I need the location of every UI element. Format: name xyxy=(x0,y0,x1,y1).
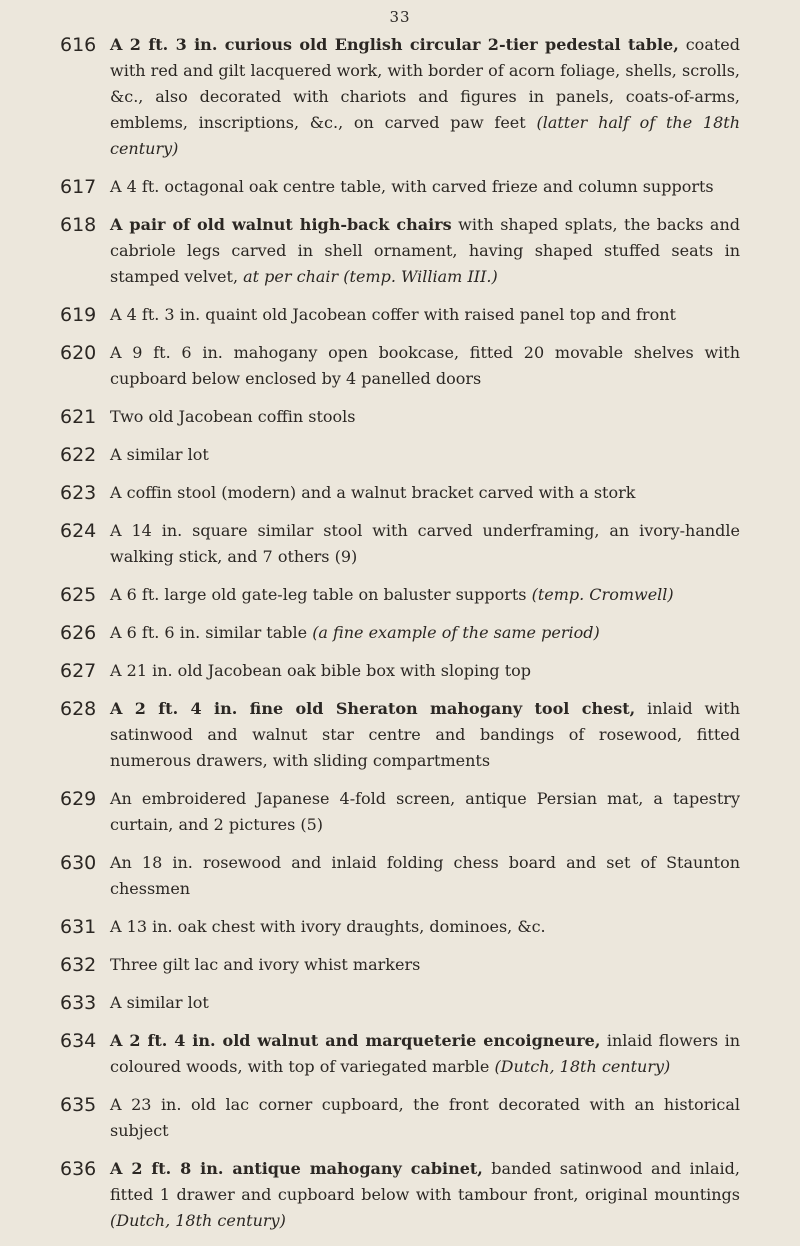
lot-text: coated with red and gilt lacquered work, with border of acorn foliage, shells, scrolls, &c., also decorated with chariots and figures in panels, coats-of-arms, emblems, inscriptions, &c., on carved paw feet xyxy=(110,35,740,132)
lot-text: A similar lot xyxy=(110,445,209,464)
lot-number: 627 xyxy=(60,660,97,682)
lot-number: 635 xyxy=(60,1094,97,1116)
lot-number: 617 xyxy=(60,176,97,198)
lot-text: A 14 in. square similar stool with carved underframing, an ivory-handle walking stick, and 7 others (9) xyxy=(110,521,740,566)
lot-description xyxy=(110,1028,740,1080)
lot-italic: (temp. Cromwell) xyxy=(531,585,674,604)
lot-entry xyxy=(0,786,800,838)
lot-entry xyxy=(0,174,800,200)
lot-description xyxy=(110,696,740,774)
lot-italic: (Dutch, 18th century) xyxy=(110,1211,286,1230)
lot-entry xyxy=(0,480,800,506)
lot-lead: A 2 ft. 8 in. antique mahogany cabinet, xyxy=(110,1159,483,1178)
lot-italic: at per chair (temp. William III.) xyxy=(243,267,498,286)
lot-italic: (Dutch, 18th century) xyxy=(494,1057,671,1076)
lot-entry xyxy=(0,1156,800,1234)
lot-description xyxy=(110,480,740,506)
lot-entry xyxy=(0,442,800,468)
lot-text: A 23 in. old lac corner cupboard, the front decorated with an historical subject xyxy=(110,1095,740,1140)
lot-text: A 6 ft. 6 in. similar table xyxy=(110,623,313,642)
lot-text: banded satinwood and inlaid, fitted 1 drawer and cupboard below with tambour front, original mountings xyxy=(110,1159,741,1204)
lot-number: 616 xyxy=(60,34,97,56)
lot-entry xyxy=(0,340,800,392)
lot-entry xyxy=(0,302,800,328)
lot-description xyxy=(110,582,740,608)
lot-description xyxy=(110,850,740,902)
lot-description xyxy=(110,990,740,1016)
lot-entry xyxy=(0,658,800,684)
lot-number: 618 xyxy=(60,214,97,236)
lot-number: 632 xyxy=(60,954,97,976)
lot-entry xyxy=(0,32,800,162)
lot-description xyxy=(110,518,740,570)
lot-text: inlaid flowers in coloured woods, with top of variegated marble xyxy=(110,1031,740,1076)
lot-description xyxy=(110,952,740,978)
lot-number: 630 xyxy=(60,852,97,874)
lot-text: inlaid with satinwood and walnut star centre and bandings of rosewood, fitted numerous drawers, with sliding compartments xyxy=(110,699,741,770)
lot-number: 633 xyxy=(60,992,97,1014)
lot-description xyxy=(110,1156,740,1234)
lot-description xyxy=(110,212,740,290)
lot-text: A 21 in. old Jacobean oak bible box with sloping top xyxy=(110,661,532,680)
lot-entry xyxy=(0,582,800,608)
lot-lead: A 2 ft. 4 in. fine old Sheraton mahogany tool chest, xyxy=(110,699,636,718)
lot-lead: A 2 ft. 4 in. old walnut and marqueterie encoigneure, xyxy=(110,1031,601,1050)
lot-number: 619 xyxy=(60,304,97,326)
lot-number: 634 xyxy=(60,1030,97,1052)
lot-number: 625 xyxy=(60,584,97,606)
lot-entry xyxy=(0,404,800,430)
lot-description xyxy=(110,442,740,468)
lot-text: Three gilt lac and ivory whist markers xyxy=(110,955,421,974)
lot-description xyxy=(110,32,740,162)
lot-text: A coffin stool (modern) and a walnut bracket carved with a stork xyxy=(110,483,636,502)
lot-list xyxy=(0,32,800,1246)
lot-text: with shaped splats, the backs and cabriole legs carved in shell ornament, having shaped stuffed seats in stamped velvet, xyxy=(110,215,741,286)
lot-number: 620 xyxy=(60,342,97,364)
lot-description xyxy=(110,620,740,646)
lot-entry xyxy=(0,696,800,774)
lot-number: 621 xyxy=(60,406,97,428)
lot-text: A 6 ft. large old gate-leg table on baluster supports xyxy=(110,585,532,604)
lot-number: 629 xyxy=(60,788,97,810)
lot-description xyxy=(110,658,740,684)
lot-number: 626 xyxy=(60,622,97,644)
lot-text: An embroidered Japanese 4-fold screen, antique Persian mat, a tapestry curtain, and 2 pictures (5) xyxy=(110,789,740,834)
lot-entry xyxy=(0,1092,800,1144)
lot-entry xyxy=(0,1028,800,1080)
lot-number: 623 xyxy=(60,482,97,504)
page-number: 33 xyxy=(389,8,411,26)
lot-description xyxy=(110,174,740,200)
lot-description xyxy=(110,914,740,940)
lot-italic: (a fine example of the same period) xyxy=(312,623,600,642)
lot-text: A 13 in. oak chest with ivory draughts, dominoes, &c. xyxy=(110,917,546,936)
lot-description xyxy=(110,302,740,328)
lot-entry xyxy=(0,212,800,290)
lot-lead: A pair of old walnut high-back chairs xyxy=(110,215,452,234)
lot-italic: (latter half of the 18th century) xyxy=(110,113,741,158)
lot-text: A similar lot xyxy=(110,993,209,1012)
lot-text: A 9 ft. 6 in. mahogany open bookcase, fitted 20 movable shelves with cupboard below enclosed by 4 panelled doors xyxy=(110,343,740,388)
lot-entry xyxy=(0,518,800,570)
lot-number: 622 xyxy=(60,444,97,466)
lot-description xyxy=(110,786,740,838)
lot-number: 631 xyxy=(60,916,97,938)
lot-description xyxy=(110,404,740,430)
lot-number: 624 xyxy=(60,520,97,542)
lot-entry xyxy=(0,620,800,646)
lot-description xyxy=(110,1092,740,1144)
lot-text: Two old Jacobean coffin stools xyxy=(110,407,356,426)
lot-entry xyxy=(0,914,800,940)
lot-text: A 4 ft. 3 in. quaint old Jacobean coffer with raised panel top and front xyxy=(110,305,676,324)
lot-entry xyxy=(0,850,800,902)
lot-text: An 18 in. rosewood and inlaid folding chess board and set of Staunton chessmen xyxy=(110,853,740,898)
lot-lead: A 2 ft. 3 in. curious old English circular 2-tier pedestal table, xyxy=(110,35,679,54)
lot-description xyxy=(110,340,740,392)
lot-number: 628 xyxy=(60,698,97,720)
lot-entry xyxy=(0,952,800,978)
lot-entry xyxy=(0,990,800,1016)
lot-text: A 4 ft. octagonal oak centre table, with carved frieze and column supports xyxy=(110,177,714,196)
lot-number: 636 xyxy=(60,1158,97,1180)
